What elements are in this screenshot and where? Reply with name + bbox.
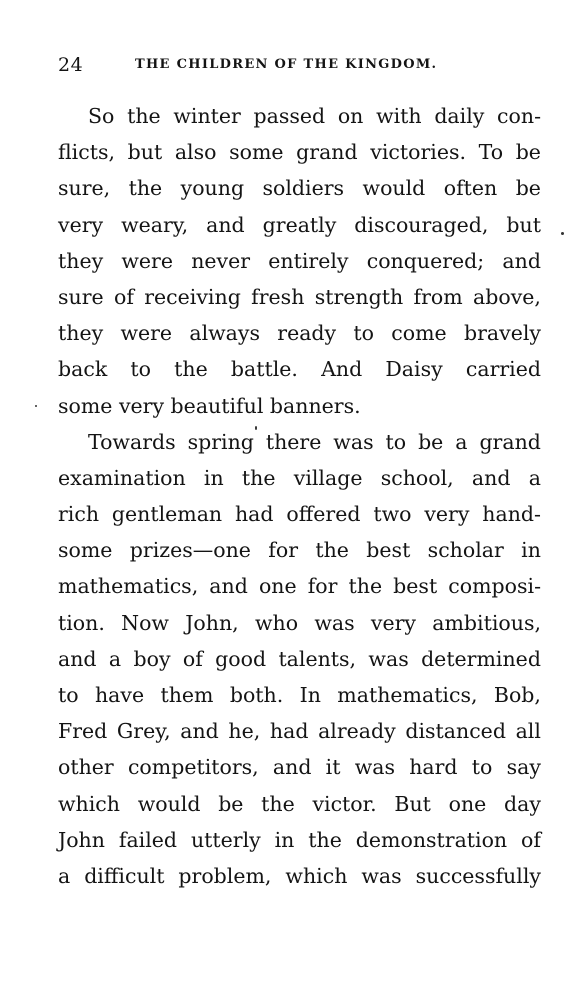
- running-head: [58, 54, 536, 78]
- text-line: sure of receiving fresh strength from above,: [58, 284, 541, 309]
- paragraph-2: [58, 424, 541, 894]
- text-line: tion. Now John, who was very ambitious,: [58, 610, 541, 635]
- text-line: examination in the village school, and a: [58, 465, 541, 490]
- text-line: they were never entirely conquered; and: [58, 248, 541, 273]
- text-line: and a boy of good talents, was determined: [58, 646, 541, 671]
- running-title: THE CHILDREN OF THE KINGDOM.: [135, 57, 438, 72]
- text-line: which would be the victor. But one day: [58, 791, 541, 816]
- scan-speck: [35, 405, 37, 407]
- text-line: So the winter passed on with daily con-: [88, 104, 541, 128]
- text-line: Fred Grey, and he, had already distanced all: [58, 719, 541, 744]
- text-line: to have them both. In mathematics, Bob,: [58, 683, 541, 707]
- text-line: some very beautiful banners.: [58, 393, 361, 418]
- paragraph-1: [58, 98, 541, 424]
- body-text: [58, 98, 541, 894]
- text-line: John failed utterly in the demonstration of: [58, 827, 541, 852]
- text-line: Towards spring there was to be a grand: [88, 429, 541, 454]
- text-line: rich gentleman had offered two very hand-: [58, 502, 541, 527]
- text-line: very weary, and greatly discouraged, but: [58, 212, 541, 237]
- scan-speck: [561, 232, 564, 235]
- text-line: back to the battle. And Daisy carried: [58, 357, 541, 382]
- text-line: a difficult problem, which was successfully: [58, 863, 541, 888]
- text-line: flicts, but also some grand victories. To be: [58, 140, 541, 165]
- text-line: they were always ready to come bravely: [58, 321, 541, 346]
- text-line: some prizes—one for the best scholar in: [58, 538, 541, 563]
- text-line: other competitors, and it was hard to say: [58, 755, 541, 780]
- scan-speck: [255, 426, 257, 430]
- text-line: sure, the young soldiers would often be: [58, 176, 541, 201]
- page-number: 24: [58, 54, 84, 76]
- text-line: mathematics, and one for the best composi-: [58, 574, 541, 599]
